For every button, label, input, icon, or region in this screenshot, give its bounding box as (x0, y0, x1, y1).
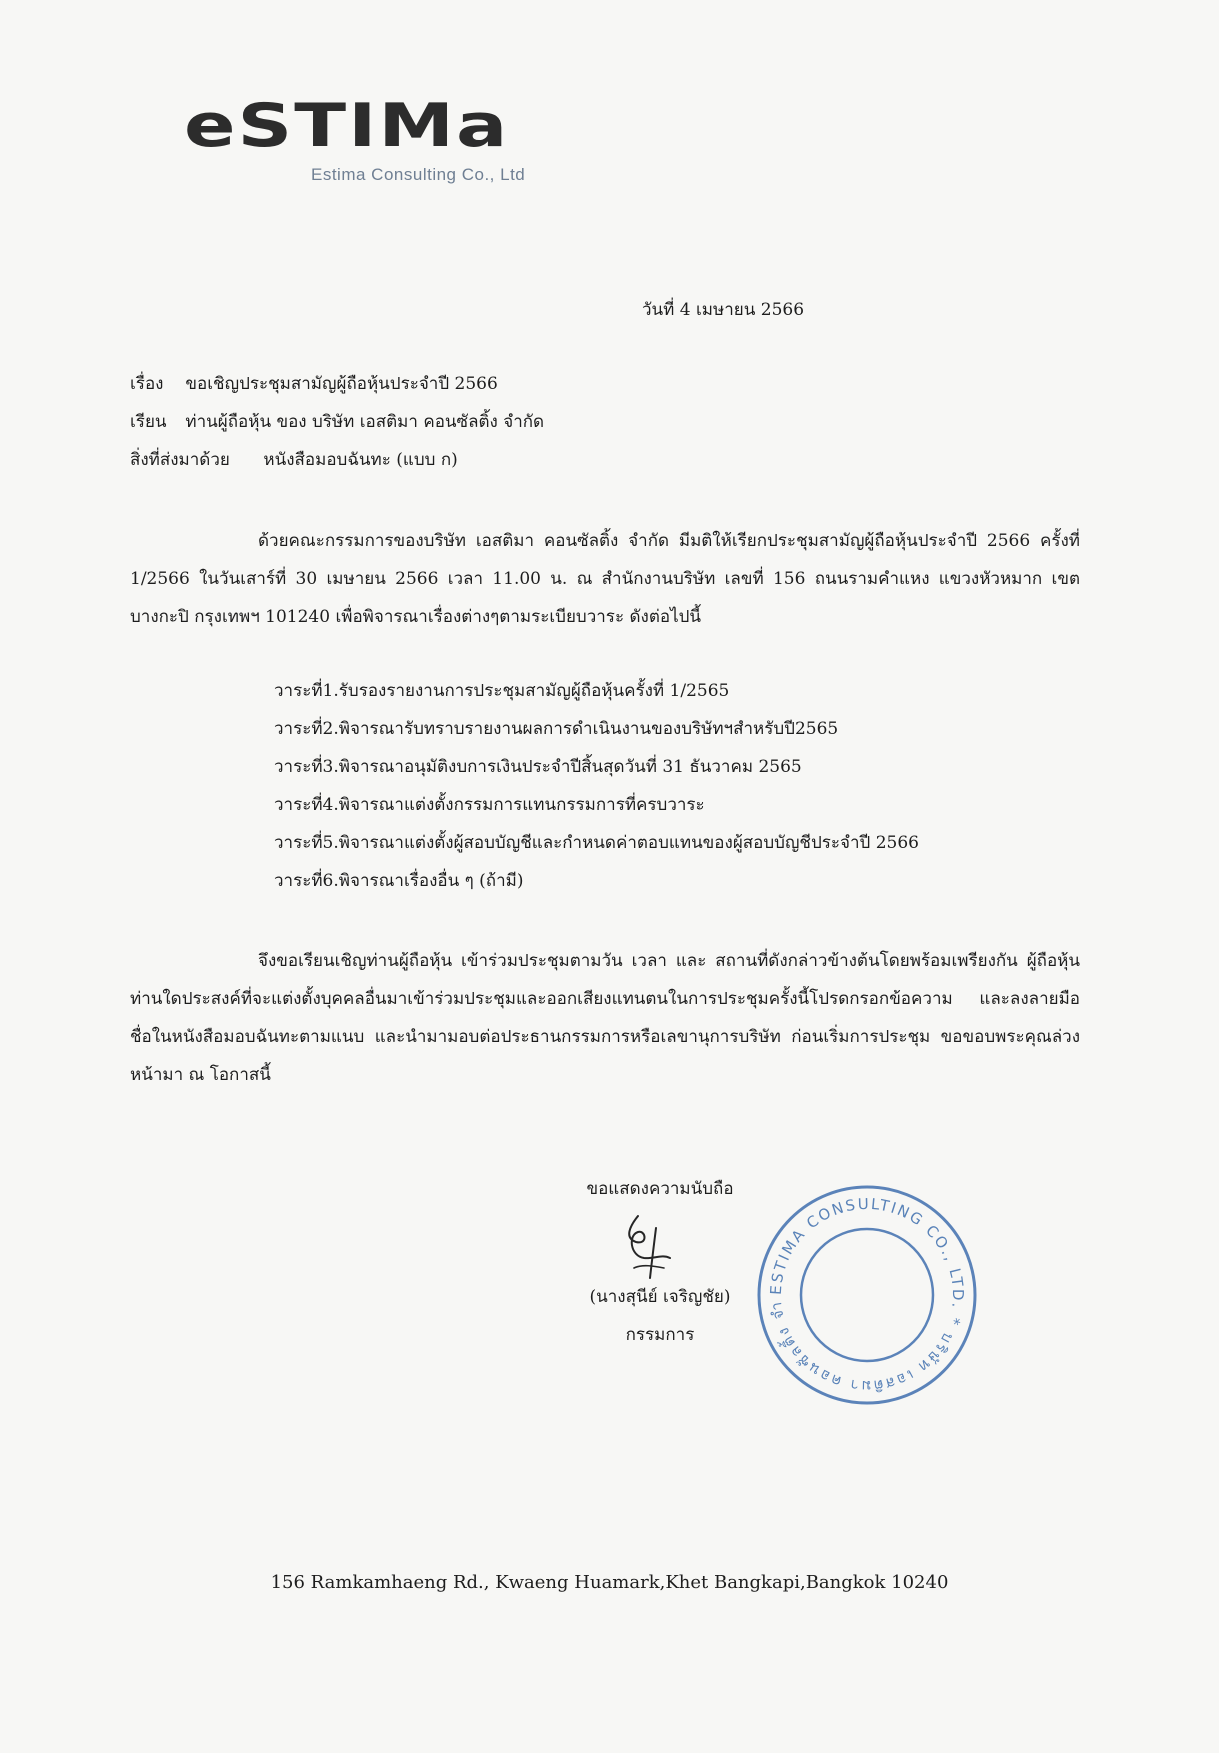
company-logo (184, 90, 526, 184)
agenda-item: วาระที่3.พิจารณาอนุมัติงบการเงินประจำปีสิ้นสุดวันที่ 31 ธันวาคม 2565 (274, 757, 802, 777)
agenda-item: วาระที่2.พิจารณารับทราบรายงานผลการดำเนินงานของบริษัทฯสำหรับปี2565 (274, 719, 839, 739)
agenda-item: วาระที่5.พิจารณาแต่งตั้งผู้สอบบัญชีและกำหนดค่าตอบแทนของผู้สอบบัญชีประจำปี 2566 (274, 833, 919, 853)
footer-address: 156 Ramkamhaeng Rd., Kwaeng Huamark,Khet Bangkapi,Bangkok 10240 (270, 1572, 949, 1593)
recipient-text: ท่านผู้ถือหุ้น ของ บริษัท เอสติมา คอนซัลติ้ง จำกัด (185, 412, 545, 432)
signer-title: กรรมการ (625, 1325, 695, 1345)
salutation: ขอแสดงความนับถือ (586, 1179, 734, 1199)
subject-text: ขอเชิญประชุมสามัญผู้ถือหุ้นประจำปี 2566 (185, 374, 498, 394)
seal-icon (752, 1180, 982, 1410)
signature-icon (608, 1208, 688, 1282)
logo-company-line: Estima Consulting Co., Ltd (311, 165, 526, 184)
enclosure-line (130, 446, 458, 473)
recipient-label: เรียน (130, 412, 167, 432)
letter-date: วันที่ 4 เมษายน 2566 (642, 300, 805, 320)
agenda-item: วาระที่4.พิจารณาแต่งตั้งกรรมการแทนกรรมการที่ครบวาระ (274, 795, 705, 815)
seal-text: ESTIMA CONSULTING CO., LTD. * บริษัท เอสติมา คอนซัลติ้ง จำ (766, 1194, 968, 1396)
agenda-item: วาระที่1.รับรองรายงานการประชุมสามัญผู้ถือหุ้นครั้งที่ 1/2565 (274, 681, 730, 701)
agenda-item: วาระที่6.พิจารณาเรื่องอื่น ๆ (ถ้ามี) (274, 871, 524, 891)
handwritten-signature (540, 1208, 780, 1278)
closing-text: จึงขอเรียนเชิญท่านผู้ถือหุ้น เข้าร่วมประชุมตามวัน เวลา และ สถานที่ดังกล่าวข้างต้นโดยพร้อมเพรียงกัน ผู้ถือหุ้นท่านใดประสงค์ที่จะแต่งตั้งบุคคลอื่นมาเข้าร่วมประชุมและออกเสียงแทนตนในการประชุมครั้งนี้โปรดกรอกข้อความ และลงลายมือชื่อในหนังสือมอบฉันทะตามแนบ และนำมามอบต่อประธานกรรมการหรือเลขานุการบริษัท ก่อนเริ่มการประชุม ขอขอบพระคุณล่วงหน้ามา ณ โอกาสนี้ (130, 951, 1080, 1085)
intro-text: ด้วยคณะกรรมการของบริษัท เอสติมา คอนซัลติ้ง จำกัด มีมติให้เรียกประชุมสามัญผู้ถือหุ้นประจำปี 2566 ครั้งที่ 1/2566 ในวันเสาร์ที่ 30 เมษายน 2566 เวลา 11.00 น. ณ สำนักงานบริษัท เลขที่ 156 ถนนรามคำแหง แขวงหัวหมาก เขตบางกะปิ กรุงเทพฯ 101240 เพื่อพิจารณาเรื่องต่างๆตามระเบียบวาระ ดังต่อไปนี้ (130, 531, 1080, 627)
enclosure-label: สิ่งที่ส่งมาด้วย (130, 450, 230, 470)
signature-block (540, 1170, 780, 1354)
signer-name: (นางสุนีย์ เจริญชัย) (589, 1287, 731, 1307)
enclosure-text: หนังสือมอบฉันทะ (แบบ ก) (263, 450, 458, 470)
recipient-line (130, 408, 544, 435)
intro-paragraph (130, 522, 1080, 636)
closing-paragraph (130, 942, 1080, 1094)
subject-line (130, 370, 498, 397)
subject-label: เรื่อง (130, 374, 164, 394)
logo-wordmark: eSTIMa (184, 90, 510, 160)
company-seal (752, 1180, 982, 1414)
agenda-list (274, 672, 919, 900)
